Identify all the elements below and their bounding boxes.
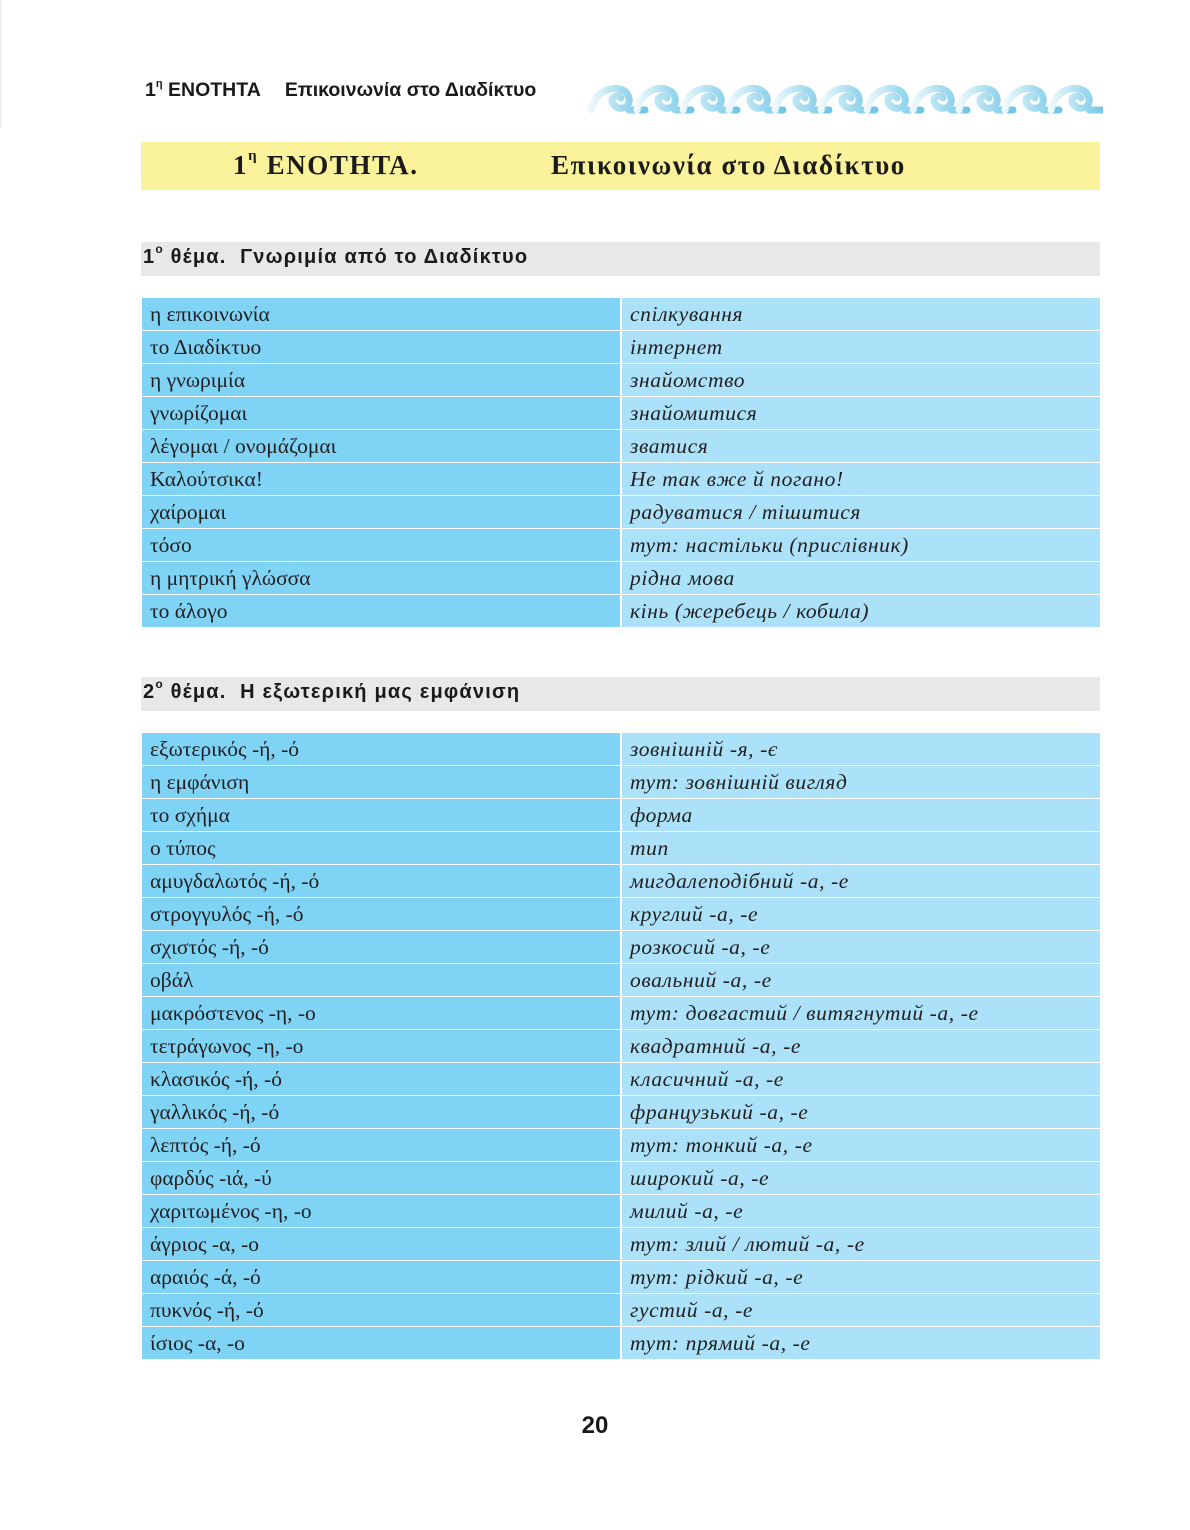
table-row <box>142 733 1100 766</box>
greek-term: άγριος -α, -ο <box>142 1228 622 1261</box>
ukrainian-translation: класичний -а, -е <box>622 1063 1100 1096</box>
ukrainian-translation: тут: довгастий / витягнутий -а, -е <box>622 997 1100 1030</box>
greek-term: μακρόστενος -η, -ο <box>142 997 622 1030</box>
page-number: 20 <box>581 1412 609 1439</box>
ukrainian-translation: Не так вже й погано! <box>622 463 1100 496</box>
table-row <box>142 931 1100 964</box>
running-header <box>145 79 536 105</box>
vocabulary-table-1 <box>142 298 1100 628</box>
unit-banner-title: Επικοινωνία στο Διαδίκτυο <box>551 150 906 180</box>
ukrainian-translation: тут: настільки (прислівник) <box>622 529 1100 562</box>
ukrainian-translation: знайомитися <box>622 397 1100 430</box>
topic-2-number: 2 <box>143 681 156 703</box>
greek-term: εξωτερικός -ή, -ό <box>142 733 622 766</box>
greek-term: η μητρική γλώσσα <box>142 562 622 595</box>
topic-2-label: θέμα. <box>170 681 227 703</box>
ukrainian-translation: тут: злий / лютий -а, -е <box>622 1228 1100 1261</box>
topic-1-label: θέμα. <box>170 246 227 268</box>
greek-term: γνωρίζομαι <box>142 397 622 430</box>
table-row <box>142 298 1100 331</box>
table-row <box>142 1162 1100 1195</box>
greek-term: χαριτωμένος -η, -ο <box>142 1195 622 1228</box>
table-row <box>142 1129 1100 1162</box>
table-row <box>142 865 1100 898</box>
table-row <box>142 898 1100 931</box>
table-row <box>142 529 1100 562</box>
table-row <box>142 832 1100 865</box>
topic-2-sup: ο <box>155 677 164 692</box>
unit-banner-number-digit: 1 <box>233 150 249 180</box>
running-header-unit-sup: η <box>155 77 163 90</box>
table-row <box>142 562 1100 595</box>
ukrainian-translation: квадратний -а, -е <box>622 1030 1100 1063</box>
table-row <box>142 397 1100 430</box>
ukrainian-translation: широкий -а, -е <box>622 1162 1100 1195</box>
greek-term: ο τύπος <box>142 832 622 865</box>
greek-term: το Διαδίκτυο <box>142 331 622 364</box>
table-row <box>142 1294 1100 1327</box>
greek-term: ίσιος -α, -ο <box>142 1327 622 1360</box>
greek-term: λέγομαι / ονομάζομαι <box>142 430 622 463</box>
ukrainian-translation: зватися <box>622 430 1100 463</box>
greek-term: το άλογο <box>142 595 622 628</box>
topic-heading-2 <box>141 677 1100 711</box>
topic-heading-1 <box>141 242 1100 276</box>
unit-banner-word: ΕΝΟΤΗΤΑ. <box>266 150 419 180</box>
ukrainian-translation: інтернет <box>622 331 1100 364</box>
greek-term: η επικοινωνία <box>142 298 622 331</box>
ukrainian-translation: спілкування <box>622 298 1100 331</box>
table-row <box>142 1261 1100 1294</box>
table-row <box>142 766 1100 799</box>
table-row <box>142 1030 1100 1063</box>
greek-term: αμυγδαλωτός -ή, -ό <box>142 865 622 898</box>
ukrainian-translation: форма <box>622 799 1100 832</box>
ukrainian-translation: мигдалеподібний -а, -е <box>622 865 1100 898</box>
table-row <box>142 997 1100 1030</box>
table-row <box>142 496 1100 529</box>
ukrainian-translation: тут: зовнішній вигляд <box>622 766 1100 799</box>
table-row <box>142 1228 1100 1261</box>
table-row <box>142 430 1100 463</box>
topic-1-sup: ο <box>155 242 164 257</box>
ukrainian-translation: знайомство <box>622 364 1100 397</box>
topic-2-title: Η εξωτερική μας εμφάνιση <box>240 681 521 703</box>
greek-term: χαίρομαι <box>142 496 622 529</box>
running-header-unit-word: ΕΝΟΤΗΤΑ <box>168 79 261 101</box>
table-row <box>142 1195 1100 1228</box>
greek-term: οβάλ <box>142 964 622 997</box>
page-edge-line <box>0 0 2 128</box>
ukrainian-translation: тут: тонкий -а, -е <box>622 1129 1100 1162</box>
running-header-unit-number: 1 <box>145 79 156 101</box>
ukrainian-translation: розкосий -а, -е <box>622 931 1100 964</box>
ukrainian-translation: зовнішній -я, -є <box>622 733 1100 766</box>
greek-term: κλασικός -ή, -ό <box>142 1063 622 1096</box>
ukrainian-translation: круглий -а, -е <box>622 898 1100 931</box>
unit-banner-sup: η <box>248 148 259 164</box>
greek-term: το σχήμα <box>142 799 622 832</box>
greek-term: τετράγωνος -η, -ο <box>142 1030 622 1063</box>
table-row <box>142 799 1100 832</box>
vocabulary-table-2 <box>142 733 1100 1360</box>
ukrainian-translation: милий -а, -е <box>622 1195 1100 1228</box>
greek-term: στρογγυλός -ή, -ό <box>142 898 622 931</box>
greek-term: λεπτός -ή, -ό <box>142 1129 622 1162</box>
table-row <box>142 595 1100 628</box>
table-row <box>142 463 1100 496</box>
table-row <box>142 1063 1100 1096</box>
running-header-title: Επικοινωνία στο Διαδίκτυο <box>284 79 537 101</box>
table-row <box>142 1327 1100 1360</box>
greek-term: φαρδύς -ιά, -ύ <box>142 1162 622 1195</box>
greek-wave-ornament <box>583 76 1103 118</box>
topic-1-number: 1 <box>143 246 156 268</box>
running-header-unit <box>145 79 261 102</box>
ukrainian-translation: радуватися / тішитися <box>622 496 1100 529</box>
greek-term: σχιστός -ή, -ό <box>142 931 622 964</box>
table-row <box>142 1096 1100 1129</box>
ukrainian-translation: французький -а, -е <box>622 1096 1100 1129</box>
unit-title-banner <box>141 142 1100 190</box>
unit-banner-number <box>233 150 419 181</box>
greek-term: γαλλικός -ή, -ό <box>142 1096 622 1129</box>
ukrainian-translation: кінь (жеребець / кобила) <box>622 595 1100 628</box>
ukrainian-translation: овальний -а, -е <box>622 964 1100 997</box>
greek-term: Καλούτσικα! <box>142 463 622 496</box>
table-row <box>142 364 1100 397</box>
greek-term: αραιός -ά, -ό <box>142 1261 622 1294</box>
ukrainian-translation: тут: рідкий -а, -е <box>622 1261 1100 1294</box>
greek-term: η εμφάνιση <box>142 766 622 799</box>
ukrainian-translation: тут: прямий -а, -е <box>622 1327 1100 1360</box>
ukrainian-translation: тип <box>622 832 1100 865</box>
ukrainian-translation: рідна мова <box>622 562 1100 595</box>
topic-1-title: Γνωριμία από το Διαδίκτυο <box>240 246 529 268</box>
greek-term: η γνωριμία <box>142 364 622 397</box>
greek-term: πυκνός -ή, -ό <box>142 1294 622 1327</box>
ukrainian-translation: густий -а, -е <box>622 1294 1100 1327</box>
greek-term: τόσο <box>142 529 622 562</box>
table-row <box>142 331 1100 364</box>
table-row <box>142 964 1100 997</box>
